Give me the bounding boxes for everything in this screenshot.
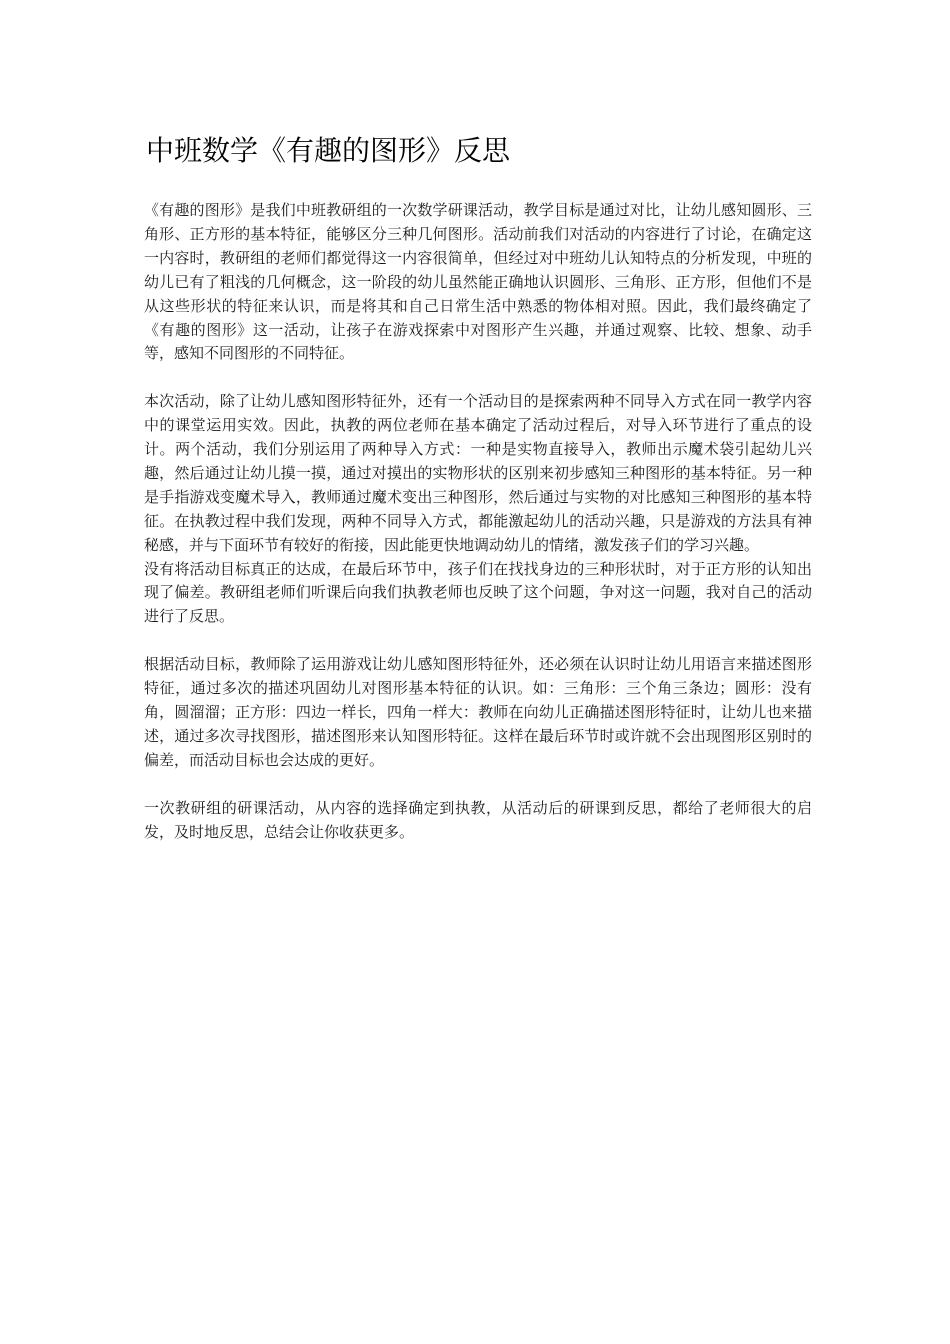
document-title: 中班数学《有趣的图形》反思: [146, 134, 511, 167]
paragraph-1: 《有趣的图形》是我们中班教研组的一次数学研课活动，教学目标是通过对比，让幼儿感知圆形、三角形、正方形的基本特征，能够区分三种几何图形。活动前我们对活动的内容进行了讨论，在确定这一内容时，教研组的老师们都觉得这一内容很简单，但经过对中班幼儿认知特点的分析发现，中班的幼儿已有了粗浅的几何概念，这一阶段的幼儿虽然能正确地认识圆形、三角形、正方形，但他们不是从这些形状的特征来认识，而是将其和自己日常生活中熟悉的物体相对照。因此，我们最终确定了《有趣的图形》这一活动，让孩子在游戏探索中对图形产生兴趣，并通过观察、比较、想象、动手等，感知不同图形的不同特征。: [144, 201, 812, 363]
paragraph-3: 没有将活动目标真正的达成，在最后环节中，孩子们在找找身边的三种形状时，对于正方形的认知出现了偏差。教研组老师们听课后向我们执教老师也反映了这个问题，争对这一问题，我对自己的活动进行了反思。: [144, 559, 812, 626]
paragraph-5: 一次教研组的研课活动，从内容的选择确定到执教，从活动后的研课到反思，都给了老师很大的启发，及时地反思，总结会让你收获更多。: [144, 798, 812, 841]
paragraph-4: 根据活动目标，教师除了运用游戏让幼儿感知图形特征外，还必须在认识时让幼儿用语言来描述图形特征，通过多次的描述巩固幼儿对图形基本特征的认识。如：三角形：三个角三条边；圆形：没有角，圆溜溜；正方形：四边一样长，四角一样大：教师在向幼儿正确描述图形特征时，让幼儿也来描述，通过多次寻找图形，描述图形来认知图形特征。这样在最后环节时或许就不会出现图形区别时的偏差，而活动目标也会达成的更好。: [144, 655, 812, 769]
paragraph-spacer: [144, 366, 812, 390]
paragraph-spacer: [144, 773, 812, 797]
paragraph-2: 本次活动，除了让幼儿感知图形特征外，还有一个活动目的是探索两种不同导入方式在同一教学内容中的课堂运用实效。因此，执教的两位老师在基本确定了活动过程后，对导入环节进行了重点的设计。两个活动，我们分别运用了两种导入方式：一种是实物直接导入，教师出示魔术袋引起幼儿兴趣，然后通过让幼儿摸一摸，通过对摸出的实物形状的区别来初步感知三种图形的基本特征。另一种是手指游戏变魔术导入，教师通过魔术变出三种图形，然后通过与实物的对比感知三种图形的基本特征。在执教过程中我们发现，两种不同导入方式，都能激起幼儿的活动兴趣，只是游戏的方法具有神秘感，并与下面环节有较好的衔接，因此能更快地调动幼儿的情绪，激发孩子们的学习兴趣。: [144, 392, 812, 554]
document-body: [144, 199, 812, 844]
paragraph-spacer: [144, 629, 812, 653]
